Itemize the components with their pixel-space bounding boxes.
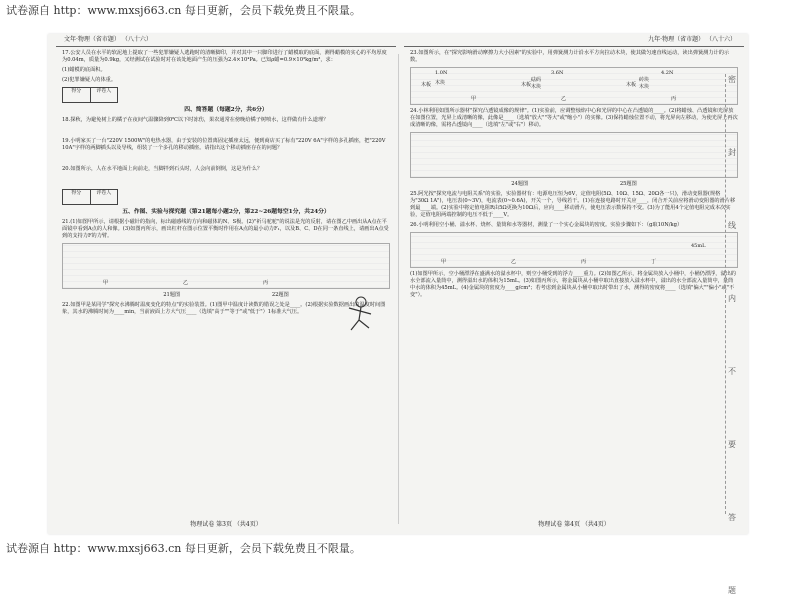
force-2: 3.6N [551, 70, 564, 76]
figure-24-25 [410, 132, 738, 178]
seal-char: 答 [728, 513, 736, 522]
fig26-volume-note: 45mL [691, 243, 706, 249]
question-17-item-1: (1)蜡模的底面积。 [62, 67, 106, 73]
grader-label: 评卷人 [96, 88, 112, 94]
board-2: 木板 [521, 82, 532, 88]
question-19: 19.小明家买了一台"220V 1500W"的电热水器，由于安装的位置离固定插座太远，便到商店买了标有"220V 6A"字样的多孔插座，把"220V 10A"字样的两脚插头以及导线，组装了一个多孔的移动插座。请指出这个移动插座存在的问题？ [62, 138, 386, 151]
walking-person-figure [341, 294, 381, 334]
fig26-label-a: 甲 [441, 259, 447, 265]
section-4-title: 四、简答题（每题2分，共6分） [184, 107, 268, 113]
question-22: 22.如图甲是某同学"探究水沸腾时温度变化的特点"的实验装置。(1)图甲中温度计读数的错误之处是____。(2)根据实验数据画出的温度时间图象，其水的沸腾时间为____min，当前液面上方大气压____（选填"高于""等于"或"低于"）1标准大气压。 [62, 302, 386, 315]
caption-24: 24题图 [511, 181, 529, 187]
question-25: 25.阿光按"探究电流与电阻关系"的实验，实验器材有：电源电压恒为6V，定值电阻(5Ω、10Ω、15Ω、20Ω各一只)，滑动变阻器(规格为"30Ω 1A")，电压表(0~3V)，电流表(0~0.6A)，开关一个，导线若干。(1)在连接电路时开关应____，闭合开关前应将滑动变阻器的滑片移到最____端。(2)实验中将定值电阻R由5Ω更换为10Ω后，应向____移动滑片，使电压表示数保持不变。(3)为了能用4个定值电阻完成本次实验，定值电阻两端控制的电压不低于____V。 [410, 191, 736, 218]
left-page [56, 34, 396, 534]
question-24: 24.小林利用如图所示器材"探究凸透镜成像的规律"。(1)实验前，应调整烛焰中心和光屏的中心在凸透镜的____。(2)将蜡烛、凸透镜和光屏放在如图位置，光屏上成清晰的像，此像是____（选填"放大""等大"或"缩小"）的实像。(3)保持蜡烛位置不动，将光屏向左移动，为使光屏上再次成清晰的像，需将凸透镜向____（选填"左"或"右"）移动。 [410, 108, 738, 128]
force-1: 1.0N [435, 70, 448, 76]
figure-26 [410, 232, 738, 268]
left-page-header: 文年·物理（省市题） （八十六） [56, 34, 396, 47]
seal-char: 不 [728, 367, 736, 376]
score-box-2 [62, 189, 118, 205]
score-label: 得分 [63, 88, 91, 102]
seal-line-margin [725, 74, 738, 595]
block-3: 木块 [531, 84, 542, 90]
seal-char: 内 [728, 294, 736, 303]
right-page-footer: 物理试卷 第4页 （共4页） [538, 521, 610, 528]
grader-label-2: 评卷人 [96, 190, 112, 196]
block-4: 砖块 [639, 77, 650, 83]
question-17: 17.公安人员在水平的软泥地上提取了一些犯罪嫌疑人逃跑时的清晰脚印，并对其中一只脚印进行了蜡模取的底面，测得蜡模的实心的平均厚度为0.04m，质量为0.9kg，又经测试在试验时对在该处地面产生的压强为2.4×10⁴Pa。已知ρ蜡=0.9×10³kg/m³，求： [62, 50, 387, 63]
question-18: 18.探秋，为避免树上的橘子在夜间气温骤降到0℃以下时冻伤，果农通常在傍晚给橘子树喷水，这样做有什么道理？ [62, 117, 329, 123]
fig26-label-c: 丙 [581, 259, 587, 265]
page-divider [398, 54, 399, 524]
question-23: 23.如图所示，在"探究影响滑动摩擦力大小因素"的实验中，用弹簧测力计沿水平方向拉动木块，使其做匀速直线运动，读出弹簧测力计的示数。 [410, 50, 730, 63]
left-page-footer: 物理试卷 第3页 （共4页） [190, 521, 262, 528]
seal-char: 密 [728, 75, 736, 84]
seal-char: 封 [728, 148, 736, 157]
fig26-label-b: 乙 [511, 259, 517, 265]
fig23-label-c: 丙 [671, 96, 677, 102]
question-21: 21.(1)如图甲所示，请根据小磁针的指向，标出磁感线的方向和磁体的N、S极。(2)"祈马驼驼"的说法是光的反射，请在图乙中画出从A点在平面镜中看到A点的人和像。(3)如图丙所示，画出杠杆在图示位置平衡时作用在A点的最小动力F₁，以及B、C、D在同一条直线上，请画出A点受到的支持力F的力臂。 [62, 219, 389, 239]
fig23-label-a: 甲 [471, 96, 477, 102]
caption-22: 22题图 [271, 292, 289, 298]
fig21-label-b: 乙 [183, 280, 189, 286]
score-label-2: 得分 [63, 190, 91, 204]
question-26: 26.小明利用空小桶、溢水杯、烧杯、量筒和水等器材，测量了一个实心金属块的密度。实验步骤如下：（g取10N/kg） [410, 222, 683, 228]
question-26-steps: (1)如图甲所示，空小桶漂浮在盛满水的溢水杯中，则空小桶受到的浮力____重力。(2)如图乙所示，将金属块放入小桶中，小桶仍漂浮，溢出的水全部流入量筒中，测得溢出水的体积为15mL。(3)如图丙所示，将金属块从小桶中取出直接放入溢水杯中，溢出的水全部流入量筒中，量筒中水的体积为45mL。(4)金属块的密度为____g/cm³；若考虑到金属块从小桶中取出时带出了水，测得的密度将____（选填"偏大""偏小"或"不变"）。 [410, 271, 736, 298]
block-2: 砝码 [531, 77, 542, 83]
fig26-label-d: 丁 [651, 259, 657, 265]
seal-char: 题 [728, 586, 736, 595]
block-5: 木块 [639, 84, 650, 90]
fig23-label-b: 乙 [561, 96, 567, 102]
section-5-title: 五、作图、实验与探究题（第21题每小题2分，第22~26题每空1分，共24分） [122, 209, 330, 215]
caption-21: 21题图 [163, 292, 181, 298]
question-20: 20.如图所示，人在水平地面上向前走，当脚拌到石头时，人会向前倒倒，这是为什么？ [62, 166, 263, 172]
figure-21-22 [62, 243, 390, 289]
top-banner-text: 试卷源自 http：www.mxsj663.cn 每日更新，会员下载免费且不限量。 [6, 4, 361, 17]
figure-23 [410, 67, 738, 105]
score-box [62, 87, 118, 103]
bottom-banner-text: 试卷源自 http：www.mxsj663.cn 每日更新，会员下载免费且不限量。 [6, 542, 361, 555]
top-watermark-banner [0, 2, 794, 20]
figure-captions-right [410, 181, 738, 188]
bottom-watermark-banner [0, 540, 794, 558]
block-1: 木块 [435, 80, 446, 86]
fig21-label-a: 甲 [103, 280, 109, 286]
caption-25: 25题图 [619, 181, 637, 187]
seal-char: 线 [728, 221, 736, 230]
seal-char: 要 [728, 440, 736, 449]
board-1: 木板 [421, 82, 432, 88]
right-page [404, 34, 744, 534]
fig21-label-c: 丙 [263, 280, 269, 286]
board-3: 木板 [626, 82, 637, 88]
right-page-header: 九年·物理（省市题） （八十六） [404, 34, 744, 47]
force-3: 4.2N [661, 70, 674, 76]
question-17-item-2: (2)犯罪嫌疑人的体重。 [62, 77, 117, 83]
